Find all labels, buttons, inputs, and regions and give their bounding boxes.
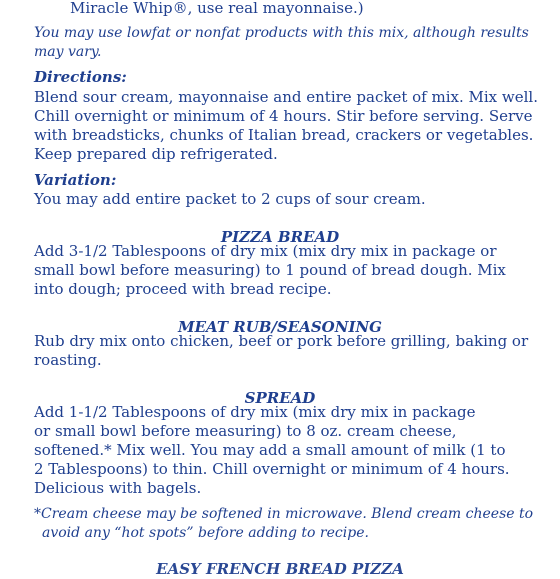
lowfat-note-line-2: may vary. [34, 44, 102, 60]
spread-line-2: or small bowl before measuring) to 8 oz. cream cheese, [34, 422, 457, 440]
directions-line-2: Chill overnight or minimum of 4 hours. Stir before serving. Serve [34, 107, 533, 125]
directions-line-3: with breadsticks, chunks of Italian bread, crackers or vegetables. [34, 126, 534, 144]
footnote-line-1: *Cream cheese may be softened in microwave. Blend cream cheese to [34, 506, 534, 522]
pizza-bread-heading: PIZZA BREAD [220, 228, 340, 247]
spread-line-1: Add 1-1/2 Tablespoons of dry mix (mix dry mix in package [34, 403, 476, 421]
lowfat-note-line-1: You may use lowfat or nonfat products with this mix, although results [34, 25, 529, 41]
directions-line-1: Blend sour cream, mayonnaise and entire packet of mix. Mix well. [34, 88, 538, 106]
footnote-line-2: avoid any “hot spots” before adding to recipe. [42, 525, 369, 541]
variation-line-1: You may add entire packet to 2 cups of sour cream. [34, 190, 426, 208]
spread-line-3: softened.* Mix well. You may add a small amount of milk (1 to [34, 441, 506, 459]
pizza-bread-line-1: Add 3-1/2 Tablespoons of dry mix (mix dry mix in package or [34, 242, 497, 260]
meat-rub-line-2: roasting. [34, 351, 102, 369]
directions-label: Directions: [34, 68, 127, 86]
variation-label: Variation: [34, 171, 117, 189]
meat-rub-heading: MEAT RUB/SEASONING [178, 318, 382, 337]
intro-top-line: Miracle Whip®, use real mayonnaise.) [70, 0, 364, 17]
directions-line-4: Keep prepared dip refrigerated. [34, 145, 278, 163]
easy-french-bread-pizza-heading: EASY FRENCH BREAD PIZZA [156, 560, 404, 579]
meat-rub-line-1: Rub dry mix onto chicken, beef or pork before grilling, baking or [34, 332, 529, 350]
pizza-bread-line-3: into dough; proceed with bread recipe. [34, 280, 332, 298]
spread-heading: SPREAD [244, 389, 316, 408]
spread-line-5: Delicious with bagels. [34, 479, 202, 497]
spread-line-4: 2 Tablespoons) to thin. Chill overnight or minimum of 4 hours. [34, 460, 510, 478]
pizza-bread-line-2: small bowl before measuring) to 1 pound of bread dough. Mix [34, 261, 506, 279]
